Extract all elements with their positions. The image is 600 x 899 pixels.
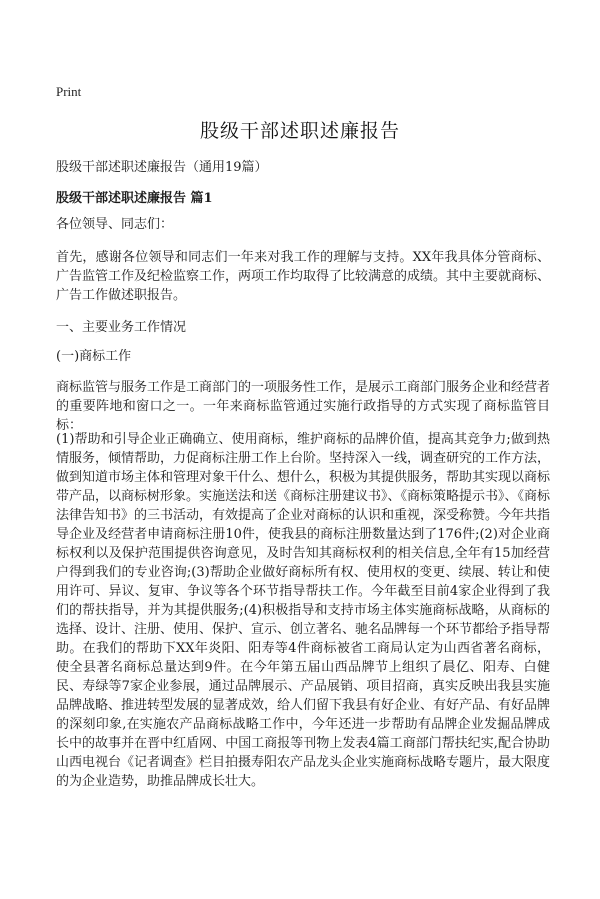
heading-trademark-work: (一)商标工作 (56, 349, 132, 364)
page-title: 股级干部述职述廉报告 (199, 120, 400, 142)
trademark-intro-paragraph: 商标监管与服务工作是工商部门的一项服务性工作，是展示工商部门服务企业和经营者的重要阵地和窗口之一。一年来商标监管通过实施行政指导的方式实现了商标监管目标： (56, 380, 551, 433)
section-heading: 股级干部述职述廉报告 篇1 (56, 191, 213, 206)
intro-paragraph: 首先，感谢各位领导和同志们一年来对我工作的理解与支持。XX年我具体分管商标、广告监管工作及纪检监察工作，两项工作均取得了比较满意的成绩。其中主要就商标、广告工作做述职报告。 (56, 250, 551, 303)
trademark-detail-paragraph: (1)帮助和引导企业正确确立、使用商标，维护商标的品牌价值，提高其竞争力;做到热情服务，倾情帮助，力促商标注册工作上台阶。坚持深入一线，调查研究的工作方法，做到知道市场主体和管理对象干什么、想什么，积极为其提供服务，帮助其实现以商标带产品，以商标树形象。实施送法和送《商标注册建议书》、《商标策略提示书》、《商标法律告知书》的三书活动，有效提高了企业对商标的认识和重视，深受称赞。今年共指导企业及经营者申请商标注册10件，使我县的商标注册数量达到了176件;(2)对企业商标权利以及保护范围提供咨询意见，及时告知其商标权利的相关信息,全年有15加经营户得到我们的专业咨询;(3)帮助企业做好商标所有权、使用权的变更、续展、转让和使用许可、异议、复审、争议等各个环节指导帮扶工作。今年截至目前4家企业得到了我们的帮扶指导，并为其提供服务;(4)积极指导和支持市场主体实施商标战略，从商标的选择、设计、注册、使用、保护、宣示、创立著名、驰名品牌每一个环节都给予指导帮助。在我们的帮助下XX年炎阳、阳寿等4件商标被省工商局认定为山西省著名商标，使全县著名商标总量达到9件。在今年第五届山西品牌节上组织了晨亿、阳寿、白健民、寿绿等7家企业参展，通过品牌展示、产品展销、项目招商，真实反映出我县实施品牌战略、推进转型发展的显著成效，给人们留下我县有好企业、有好产品、有好品牌的深刻印象,在实施农产品商标战略工作中，今年还进一步帮助有品牌企业发掘品牌成长中的故事并在晋中红盾网、中国工商报等刊物上发表4篇工商部门帮扶纪实,配合协助山西电视台《记者调查》栏目拍摄寿阳农产品龙头企业实施商标战略专题片，最大限度的为企业造势，助推品牌成长壮大。 (56, 432, 551, 789)
heading-main-work: 一、主要业务工作情况 (56, 320, 187, 335)
document-subtitle: 股级干部述职述廉报告（通用19篇） (56, 160, 268, 175)
salutation-paragraph: 各位领导、同志们： (56, 217, 174, 232)
print-label: Print (56, 84, 82, 99)
